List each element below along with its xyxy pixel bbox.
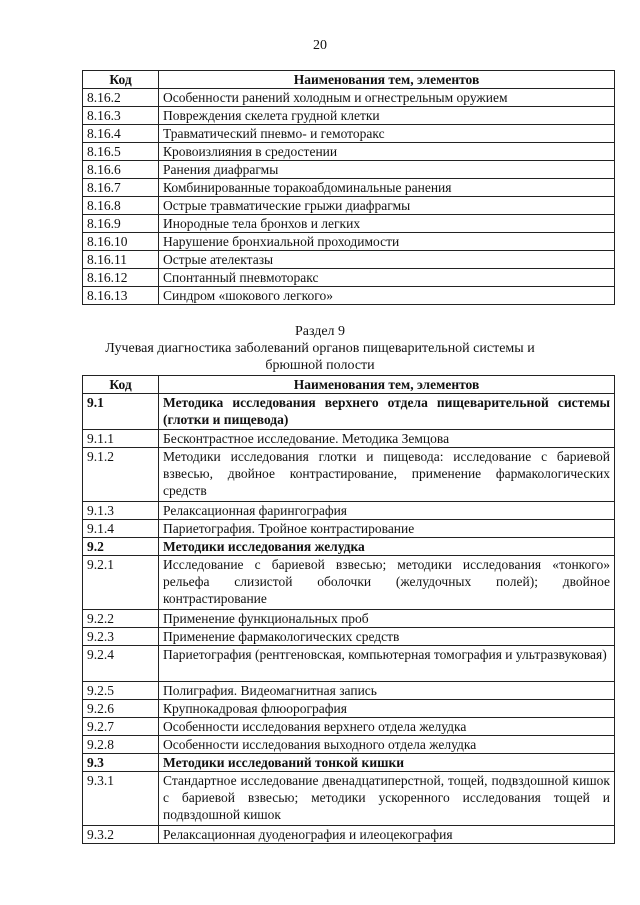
topic-code: 9.1.4 bbox=[83, 520, 159, 538]
table-row bbox=[83, 269, 615, 287]
topic-code: 9.2.5 bbox=[83, 682, 159, 700]
topic-name: Особенности ранений холодным и огнестрельным оружием bbox=[159, 89, 615, 107]
topic-code: 8.16.11 bbox=[83, 251, 159, 269]
header-code: Код bbox=[83, 376, 159, 394]
section-description: Лучевая диагностика заболеваний органов пищеварительной системы и брюшной полости bbox=[105, 341, 535, 373]
table-row bbox=[83, 700, 615, 718]
topic-code: 9.2.6 bbox=[83, 700, 159, 718]
topic-code: 9.3.2 bbox=[83, 826, 159, 844]
topic-name: Методики исследования глотки и пищевода: исследование с бариевой взвесью, двойное контрастирование, применение фармакологических средств bbox=[159, 448, 615, 502]
topic-code: 9.1.3 bbox=[83, 502, 159, 520]
topics-table-8-16 bbox=[82, 70, 615, 305]
table-row bbox=[83, 448, 615, 502]
topic-code: 9.3.1 bbox=[83, 772, 159, 826]
topic-name: Крупнокадровая флюорография bbox=[159, 700, 615, 718]
topic-name: Повреждения скелета грудной клетки bbox=[159, 107, 615, 125]
table-row bbox=[83, 736, 615, 754]
table-row bbox=[83, 610, 615, 628]
table-row bbox=[83, 287, 615, 305]
table-row bbox=[83, 520, 615, 538]
table-row bbox=[83, 682, 615, 700]
header-topic: Наименования тем, элементов bbox=[159, 376, 615, 394]
topic-name: Острые травматические грыжи диафрагмы bbox=[159, 197, 615, 215]
topic-code: 8.16.9 bbox=[83, 215, 159, 233]
topic-code: 9.2.4 bbox=[83, 646, 159, 682]
topic-code: 9.1.2 bbox=[83, 448, 159, 502]
section-heading-row bbox=[83, 538, 615, 556]
topic-name: Стандартное исследование двенадцатиперстной, тощей, подвздошной кишок с бариевой взвесью; методики ускоренного исследования тощей и подвздошной кишок bbox=[159, 772, 615, 826]
section-heading-row bbox=[83, 394, 615, 430]
header-code: Код bbox=[83, 71, 159, 89]
table-row bbox=[83, 197, 615, 215]
topic-name: Травматический пневмо- и гемоторакс bbox=[159, 125, 615, 143]
table-row bbox=[83, 556, 615, 610]
topic-code: 9.2 bbox=[83, 538, 159, 556]
table-row bbox=[83, 233, 615, 251]
topic-code: 9.1 bbox=[83, 394, 159, 430]
table-row bbox=[83, 718, 615, 736]
topic-name: Бесконтрастное исследование. Методика Земцова bbox=[159, 430, 615, 448]
topic-code: 8.16.6 bbox=[83, 161, 159, 179]
topic-name: Кровоизлияния в средостении bbox=[159, 143, 615, 161]
topic-code: 8.16.5 bbox=[83, 143, 159, 161]
section-heading bbox=[0, 323, 640, 374]
topic-name: Применение функциональных проб bbox=[159, 610, 615, 628]
topic-code: 8.16.13 bbox=[83, 287, 159, 305]
topic-name: Методики исследований тонкой кишки bbox=[159, 754, 615, 772]
topic-name: Исследование с бариевой взвесью; методики исследования «тонкого» рельефа слизистой оболочки (желудочных полей); двойное контрастирование bbox=[159, 556, 615, 610]
topic-name: Особенности исследования выходного отдела желудка bbox=[159, 736, 615, 754]
header-topic: Наименования тем, элементов bbox=[159, 71, 615, 89]
topic-code: 9.3 bbox=[83, 754, 159, 772]
table-row bbox=[83, 628, 615, 646]
table-row bbox=[83, 143, 615, 161]
table-row bbox=[83, 89, 615, 107]
topic-name: Методика исследования верхнего отдела пищеварительной системы (глотки и пищевода) bbox=[159, 394, 615, 430]
topic-code: 8.16.2 bbox=[83, 89, 159, 107]
topic-code: 9.2.8 bbox=[83, 736, 159, 754]
table-row bbox=[83, 215, 615, 233]
topic-name: Нарушение бронхиальной проходимости bbox=[159, 233, 615, 251]
table-row bbox=[83, 502, 615, 520]
section-heading-row bbox=[83, 754, 615, 772]
topic-name: Полиграфия. Видеомагнитная запись bbox=[159, 682, 615, 700]
topic-name: Синдром «шокового легкого» bbox=[159, 287, 615, 305]
topic-code: 9.2.2 bbox=[83, 610, 159, 628]
topic-code: 8.16.4 bbox=[83, 125, 159, 143]
topic-name: Релаксационная фарингография bbox=[159, 502, 615, 520]
topic-name: Спонтанный пневмоторакс bbox=[159, 269, 615, 287]
table-row bbox=[83, 772, 615, 826]
table-row bbox=[83, 125, 615, 143]
topic-name: Особенности исследования верхнего отдела желудка bbox=[159, 718, 615, 736]
table-header-row bbox=[83, 376, 615, 394]
topic-code: 9.2.3 bbox=[83, 628, 159, 646]
topic-code: 9.1.1 bbox=[83, 430, 159, 448]
table-row bbox=[83, 107, 615, 125]
topic-code: 9.2.1 bbox=[83, 556, 159, 610]
topic-name: Применение фармакологических средств bbox=[159, 628, 615, 646]
topic-code: 9.2.7 bbox=[83, 718, 159, 736]
topic-name: Методики исследования желудка bbox=[159, 538, 615, 556]
topics-table-section-9 bbox=[82, 375, 615, 844]
topic-name: Инородные тела бронхов и легких bbox=[159, 215, 615, 233]
table-row bbox=[83, 826, 615, 844]
table-row bbox=[83, 179, 615, 197]
page-number: 20 bbox=[313, 38, 327, 53]
table-header-row bbox=[83, 71, 615, 89]
topic-code: 8.16.7 bbox=[83, 179, 159, 197]
topic-code: 8.16.10 bbox=[83, 233, 159, 251]
table-row bbox=[83, 251, 615, 269]
table-row bbox=[83, 430, 615, 448]
topic-name: Комбинированные торакоабдоминальные ранения bbox=[159, 179, 615, 197]
topic-code: 8.16.8 bbox=[83, 197, 159, 215]
topic-name: Релаксационная дуоденография и илеоцекография bbox=[159, 826, 615, 844]
table-row bbox=[83, 161, 615, 179]
topic-name: Ранения диафрагмы bbox=[159, 161, 615, 179]
topic-code: 8.16.12 bbox=[83, 269, 159, 287]
topic-name: Париетография (рентгеновская, компьютерная томография и ультразвуковая) bbox=[159, 646, 615, 682]
section-title: Раздел 9 bbox=[294, 324, 346, 339]
topic-code: 8.16.3 bbox=[83, 107, 159, 125]
topic-name: Острые ателектазы bbox=[159, 251, 615, 269]
topic-name: Париетография. Тройное контрастирование bbox=[159, 520, 615, 538]
table-row bbox=[83, 646, 615, 682]
